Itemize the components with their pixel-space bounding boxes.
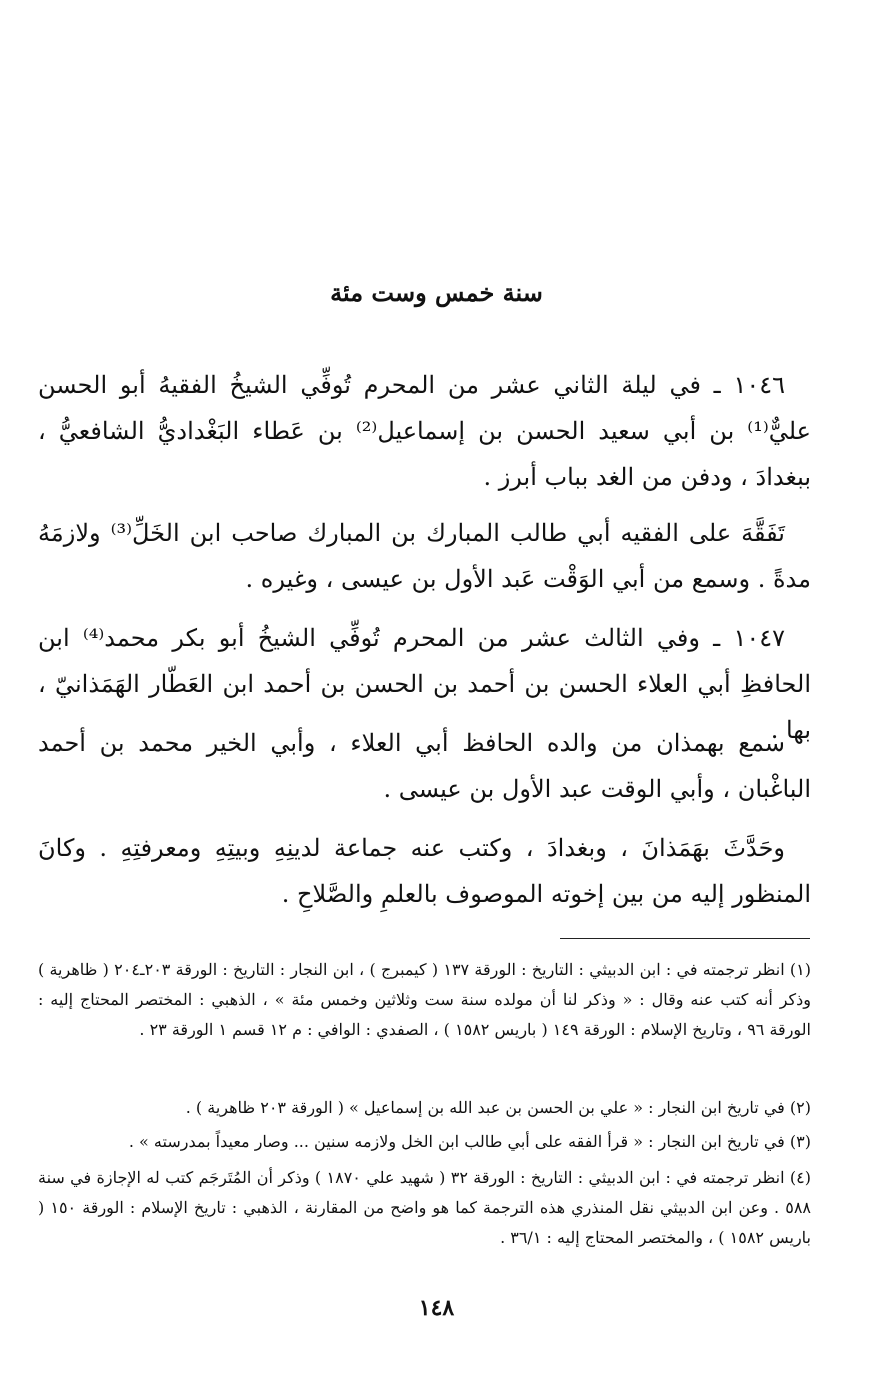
footnote-4: (٤) انظر ترجمته في : ابن الدبيثي : التاريخ : الورقة ٣٢ ( شهيد علي ١٨٧٠ ) وذكر أن المُتَرجَم كتب له الإجازة في سنة ٥٨٨ . وعن ابن الدبيثي نقل المنذري هذه الترجمة كما هو واضح من المقارنة ، الذهبي : تاريخ الإسلام : الورقة ١٥٠ ( باريس ١٥٨٢ ) ، والمختصر المحتاج إليه : ٣٦/١ . bbox=[38, 1168, 812, 1247]
paragraph-entry-1046-study bbox=[38, 510, 811, 602]
paragraph-text: سمع بهمذان من والده الحافظ أبي العلاء ، وأبي الخير محمد بن أحمد الباغْبان ، وأبي الوقت عبد الأول بن عيسى . bbox=[38, 729, 811, 803]
paragraph-text: وحَدَّثَ بهَمَذانَ ، وبغدادَ ، وكتب عنه جماعة لدينِهِ وبيتِهِ ومعرفتِهِ . وكانَ المنظور إليه من بين إخوته الموصوف بالعلمِ والصَّلاحِ . bbox=[38, 834, 811, 908]
paragraph-entry-1047-narration bbox=[38, 825, 811, 917]
footnote-3: (٣) في تاريخ ابن النجار : « قرأ الفقه على أبي طالب ابن الخل ولازمه سنين ... وصار معيداً بمدرسته » . bbox=[128, 1132, 811, 1151]
paragraph-text: ١٠٤٦ ـ في ليلة الثاني عشر من المحرم تُوفِّي الشيخُ الفقيهُ أبو الحسن عليٌّ⁽¹⁾ بن أبي سعيد الحسن بن إسماعيل⁽²⁾ بن عَطاء البَغْداديُّ الشافعيُّ ، ببغدادَ ، ودفن من الغد بباب أبرز . bbox=[38, 371, 811, 491]
footnote-separator bbox=[560, 938, 810, 939]
page-number: ١٤٨ bbox=[418, 1295, 455, 1321]
footnote-1: (١) انظر ترجمته في : ابن الدبيثي : التاريخ : الورقة ١٣٧ ( كيمبرج ) ، ابن النجار : التاريخ : الورقة ٢٠٣ـ٢٠٤ ( ظاهرية ) وذكر أنه كتب عنه وقال : « وذكر لنا أن مولده سنة ست وثلاثين وخمس مئة » ، الذهبي : المختصر المحتاج إليه : الورقة ٩٦ ، وتاريخ الإسلام : الورقة ١٤٩ ( باريس ١٥٨٢ ) ، الصفدي : الوافي : م ١٢ قسم ١ الورقة ٢٣ . bbox=[38, 960, 812, 1039]
section-heading: سنة خمس وست مئة bbox=[330, 278, 543, 307]
paragraph-text: ١٠٤٧ ـ وفي الثالث عشر من المحرم تُوفِّي الشيخُ أبو بكر محمد⁽⁴⁾ ابن الحافظِ أبي العلاء الحسن بن أحمد بن الحسن بن أحمد ابن العَطّار الهَمَذانيّ ، بها . bbox=[38, 624, 811, 744]
paragraph-entry-1046 bbox=[38, 362, 811, 500]
paragraph-text: تَفَقَّهَ على الفقيه أبي طالب المبارك بن المبارك صاحب ابن الخَلِّ⁽³⁾ ولازمَهُ مدةً . وسمع من أبي الوَقْت عَبد الأول بن عيسى ، وغيره . bbox=[38, 519, 811, 593]
paragraph-entry-1047-teachers bbox=[38, 720, 811, 812]
footnote-2: (٢) في تاريخ ابن النجار : « علي بن الحسن بن عبد الله بن إسماعيل » ( الورقة ٢٠٣ ظاهرية ) . bbox=[185, 1098, 811, 1117]
